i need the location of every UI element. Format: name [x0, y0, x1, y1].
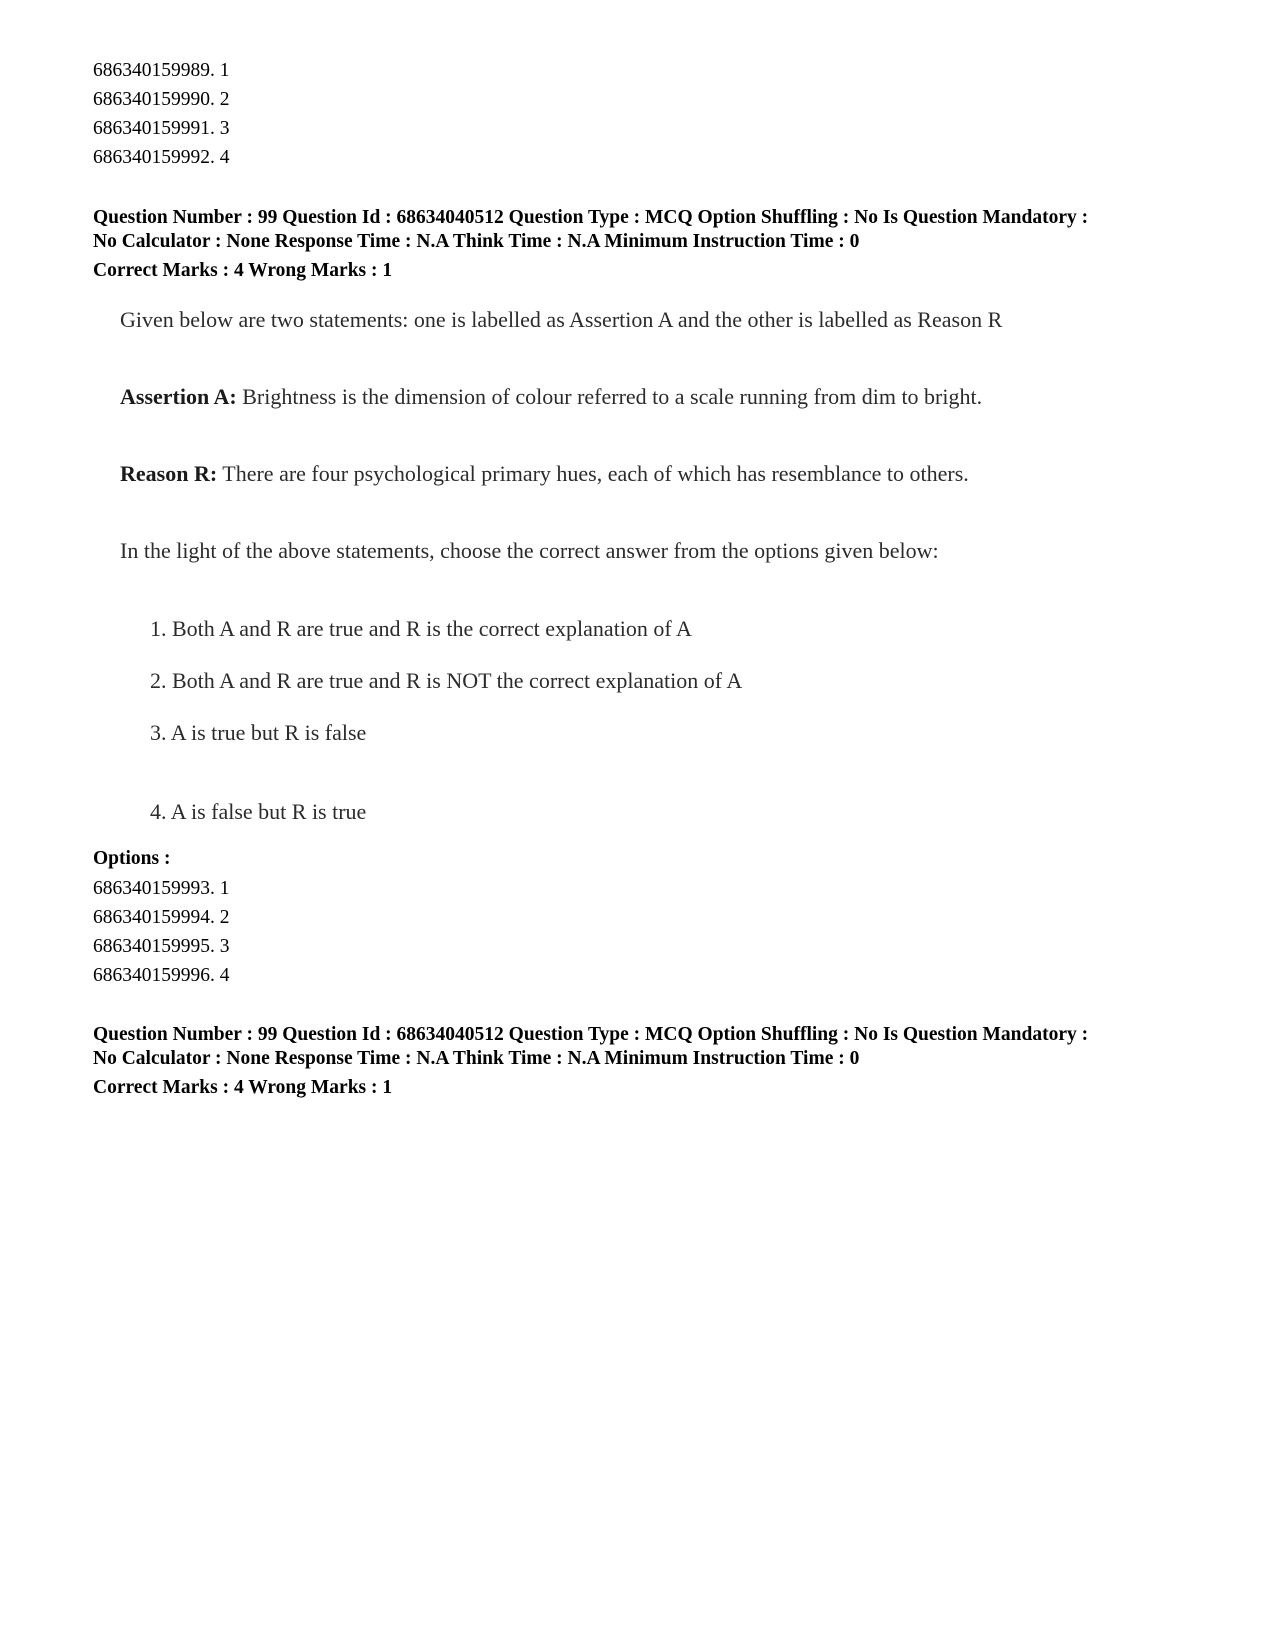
question-marks: Correct Marks : 4 Wrong Marks : 1: [93, 1077, 393, 1098]
question-options-list: [93, 874, 230, 990]
assertion-label: Assertion A:: [120, 384, 237, 409]
option-item: 686340159993. 1: [93, 878, 230, 899]
answer-choice: 1. Both A and R are true and R is the correct explanation of A: [150, 616, 692, 641]
assertion-text: Brightness is the dimension of colour referred to a scale running from dim to bright.: [236, 384, 983, 409]
next-question-header: [93, 1023, 1213, 1100]
question-marks: Correct Marks : 4 Wrong Marks : 1: [93, 260, 393, 281]
answer-choice: 4. A is false but R is true: [150, 799, 367, 824]
reason-statement: [120, 461, 969, 487]
question-instruction: In the light of the above statements, choose the correct answer from the options given below:: [120, 538, 939, 563]
answer-choice: 3. A is true but R is false: [150, 720, 367, 745]
option-item: 686340159990. 2: [93, 89, 230, 110]
option-item: 686340159992. 4: [93, 147, 230, 168]
question-meta-line-1: Question Number : 99 Question Id : 68634040512 Question Type : MCQ Option Shuffling : No Is Question Mandatory :: [93, 207, 1089, 228]
question-meta-line-2: No Calculator : None Response Time : N.A Think Time : N.A Minimum Instruction Time : 0: [93, 1048, 860, 1069]
reason-text: There are four psychological primary hues, each of which has resemblance to others.: [217, 461, 969, 486]
option-item: 686340159996. 4: [93, 965, 230, 986]
question-header: [93, 206, 1213, 283]
option-item: 686340159991. 3: [93, 118, 230, 139]
option-item: 686340159989. 1: [93, 60, 230, 81]
answer-choice: 2. Both A and R are true and R is NOT the correct explanation of A: [150, 668, 743, 693]
assertion-statement: [120, 384, 982, 410]
previous-options-list: [93, 56, 230, 172]
option-item: 686340159994. 2: [93, 907, 230, 928]
question-meta-line-2: No Calculator : None Response Time : N.A Think Time : N.A Minimum Instruction Time : 0: [93, 231, 860, 252]
options-label: Options :: [93, 848, 171, 869]
question-meta-line-1: Question Number : 99 Question Id : 68634040512 Question Type : MCQ Option Shuffling : No Is Question Mandatory :: [93, 1024, 1089, 1045]
question-intro: Given below are two statements: one is labelled as Assertion A and the other is labelled as Reason R: [120, 307, 1003, 332]
option-item: 686340159995. 3: [93, 936, 230, 957]
reason-label: Reason R:: [120, 461, 218, 486]
